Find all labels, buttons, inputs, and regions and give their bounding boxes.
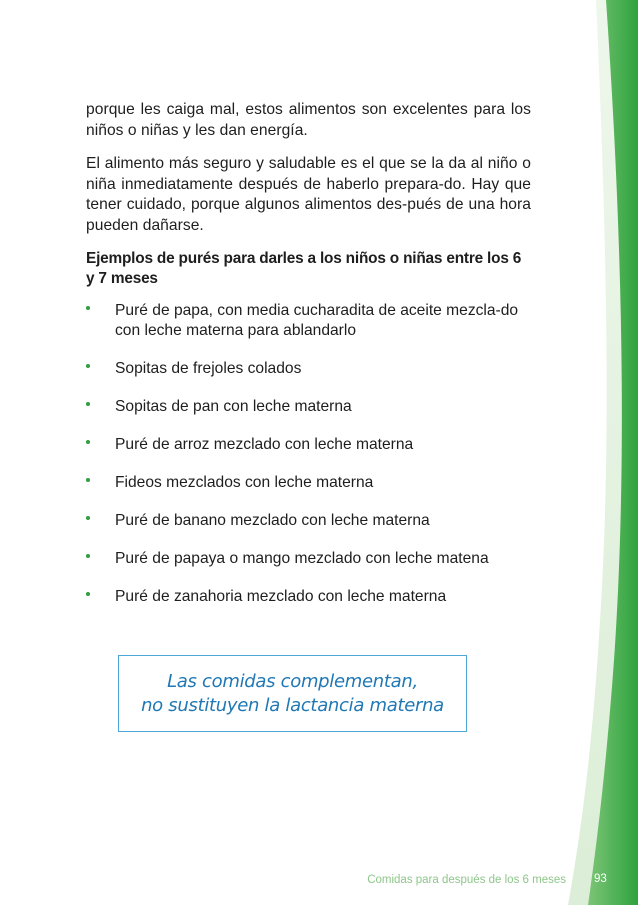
- list-item: Sopitas de frejoles colados: [86, 359, 531, 379]
- page-number: 93: [594, 873, 607, 885]
- bullet-icon: [86, 364, 90, 368]
- callout-box: [118, 655, 467, 732]
- callout-line-2: no sustituyen la lactancia materna: [141, 694, 444, 716]
- puree-list: [86, 301, 531, 607]
- list-item: Fideos mezclados con leche materna: [86, 473, 531, 493]
- bullet-icon: [86, 516, 90, 520]
- list-item: Puré de banano mezclado con leche materna: [86, 511, 531, 531]
- bullet-icon: [86, 402, 90, 406]
- list-item: Sopitas de pan con leche materna: [86, 397, 531, 417]
- bullet-icon: [86, 554, 90, 558]
- section-heading: Ejemplos de purés para darles a los niños o niñas entre los 6 y 7 meses: [86, 250, 522, 287]
- bullet-icon: [86, 478, 90, 482]
- paragraph-food-safety: El alimento más seguro y saludable es el que se la da al niño o niña inmediatamente después de haberlo prepara-do. Hay que tener cuidado, porque algunos alimentos des-pués de una hora pueden dañarse.: [86, 155, 531, 234]
- list-item: Puré de arroz mezclado con leche materna: [86, 435, 531, 455]
- footer-section-title: Comidas para después de los 6 meses: [367, 874, 566, 886]
- bullet-icon: [86, 592, 90, 596]
- list-item: Puré de papaya o mango mezclado con leche matena: [86, 549, 531, 569]
- callout-line-1: Las comidas complementan,: [167, 670, 418, 692]
- list-item: Puré de papa, con media cucharadita de aceite mezcla-do con leche materna para ablandarlo: [86, 301, 531, 341]
- bullet-icon: [86, 440, 90, 444]
- page-content: [86, 100, 531, 625]
- paragraph-energy: porque les caiga mal, estos alimentos son excelentes para los niños o niñas y les dan energía.: [86, 101, 531, 139]
- list-item: Puré de zanahoria mezclado con leche materna: [86, 587, 531, 607]
- bullet-icon: [86, 306, 90, 310]
